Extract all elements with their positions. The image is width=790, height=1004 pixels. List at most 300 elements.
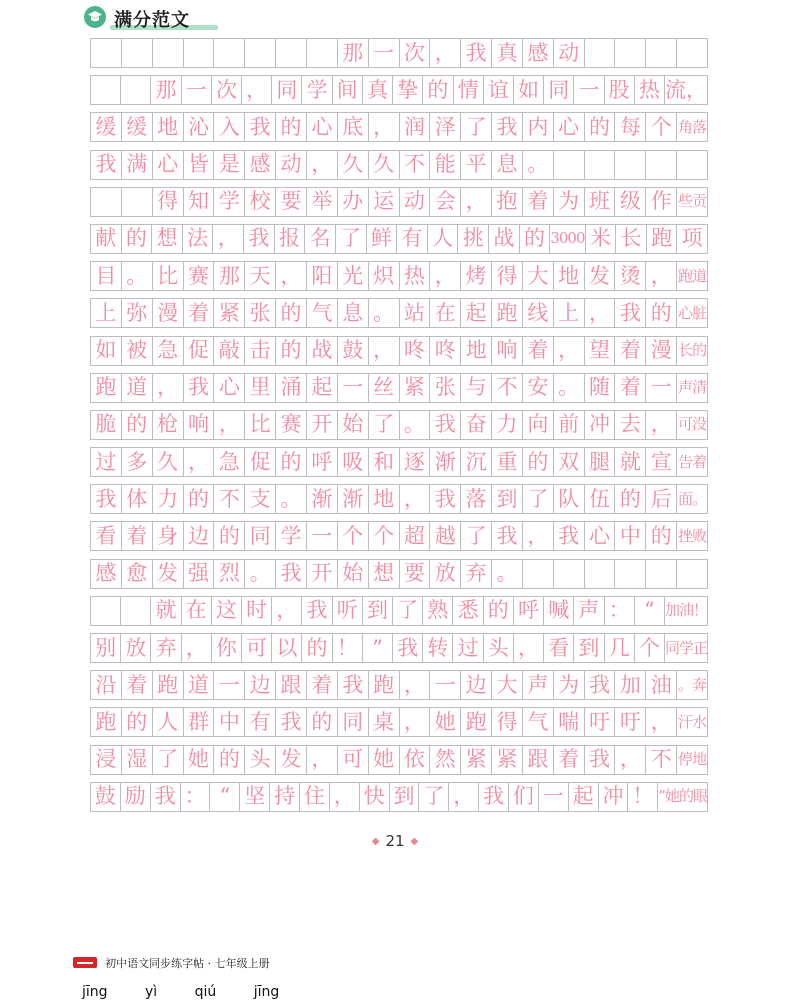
grid-cell: 张 (430, 374, 461, 402)
grid-cell: 了 (461, 113, 492, 141)
grid-cell: 过 (453, 634, 483, 662)
grid-cell: 感 (91, 560, 122, 588)
grid-cell: 作 (646, 188, 677, 216)
publisher-logo (73, 957, 97, 968)
grid-row (90, 707, 708, 737)
grid-cell: 热 (635, 76, 665, 104)
grid-cell: 我 (430, 411, 461, 439)
grid-cell (677, 151, 708, 179)
grid-cell: 落 (461, 485, 492, 513)
grid-cell: 响 (492, 337, 523, 365)
grid-cell: 的 (276, 113, 307, 141)
grid-char: 清 (692, 378, 707, 397)
grid-cell: 促 (184, 337, 215, 365)
grid-cell: 着 (615, 374, 646, 402)
grid-cell: 。 (369, 299, 400, 327)
grid-cell: ， (182, 634, 212, 662)
grid-cell: 气 (307, 299, 338, 327)
grid-cell: 的 (646, 522, 677, 550)
grid-cell: 涌 (276, 374, 307, 402)
grid-cell (214, 39, 245, 67)
grid-cell: 枪 (153, 411, 184, 439)
grid-cell (615, 39, 646, 67)
grid-cell (677, 560, 708, 588)
grid-cell: 。 (245, 560, 276, 588)
grid-cell: 双 (554, 448, 585, 476)
grid-cell: 个 (369, 522, 400, 550)
grid-cell (677, 485, 708, 513)
grid-char: 油 (678, 601, 693, 620)
grid-cell: 始 (338, 411, 369, 439)
grid-cell: 弃 (461, 560, 492, 588)
grid-cell: 的 (646, 299, 677, 327)
grid-cell: 们 (509, 783, 539, 811)
grid-cell: 一 (182, 76, 212, 104)
grid-cell: 开 (307, 411, 338, 439)
grid-cell: ， (646, 262, 677, 290)
grid-cell: 跑 (492, 299, 523, 327)
grid-cell: 道 (122, 374, 153, 402)
grid-cell: 炽 (369, 262, 400, 290)
grid-char: 道 (692, 266, 707, 285)
grid-cell: ， (400, 708, 431, 736)
grid-cell: 着 (523, 188, 554, 216)
grid-cell (121, 76, 151, 104)
grid-cell: 头 (245, 746, 276, 774)
grid-cell: ： (605, 597, 635, 625)
grid-row (90, 75, 708, 105)
grid-cell: 这 (212, 597, 242, 625)
grid-cell: 渐 (338, 485, 369, 513)
grid-cell: 鲜 (367, 225, 398, 253)
grid-cell: “ (635, 597, 665, 625)
grid-char: 脏 (692, 303, 707, 322)
grid-cell: 站 (400, 299, 431, 327)
footer-text: 初中语文同步练字帖 · 七年级上册 (105, 956, 270, 970)
grid-cell: 起 (569, 783, 599, 811)
grid-char: 声 (678, 378, 693, 397)
grid-cell: 时 (242, 597, 272, 625)
grid-cell: 为 (554, 188, 585, 216)
grid-cell: 心 (585, 522, 616, 550)
grid-cell: 可 (338, 746, 369, 774)
grid-cell (677, 39, 708, 67)
grid-cell: 开 (307, 560, 338, 588)
grid-cell: 头 (484, 634, 514, 662)
grid-cell: 脆 (91, 411, 122, 439)
grid-cell: 了 (369, 411, 400, 439)
grid-cell: 一 (646, 374, 677, 402)
grid-cell: ， (369, 337, 400, 365)
grid-cell: 听 (333, 597, 363, 625)
grid-cell: 。 (523, 151, 554, 179)
grid-cell: 伍 (585, 485, 616, 513)
grid-cell (91, 76, 121, 104)
grid-cell: 息 (338, 299, 369, 327)
grid-cell: ： (181, 783, 211, 811)
grid-cell: 跟 (276, 671, 307, 699)
grid-cell: 呼 (307, 448, 338, 476)
grid-cell: ， (523, 522, 554, 550)
grid-char: 着 (692, 452, 707, 471)
grid-char: 流， (664, 77, 707, 102)
grid-cell: 级 (615, 188, 646, 216)
grid-cell: 的 (214, 746, 245, 774)
grid-cell: 体 (122, 485, 153, 513)
grid-cell: 得 (492, 708, 523, 736)
grid-cell: 我 (245, 113, 276, 141)
grid-cell: 大 (523, 262, 554, 290)
grid-row (90, 782, 708, 812)
grid-cell: ， (646, 411, 677, 439)
grid-char: 心 (678, 303, 693, 322)
grid-cell: 吁 (615, 708, 646, 736)
grid-cell: 力 (492, 411, 523, 439)
grid-cell: 超 (400, 522, 431, 550)
grid-cell (122, 188, 153, 216)
grid-char: 。 (678, 675, 693, 694)
grid-cell (615, 560, 646, 588)
grid-cell: 地 (554, 262, 585, 290)
pinyin-syllable: yì (145, 984, 158, 1000)
grid-char: 奔 (692, 675, 707, 694)
grid-cell: 喊 (544, 597, 574, 625)
grid-cell: ， (369, 113, 400, 141)
grid-cell: 久 (338, 151, 369, 179)
grid-cell: 逐 (400, 448, 431, 476)
grid-cell: 学 (302, 76, 332, 104)
grid-cell: “ (210, 783, 240, 811)
grid-cell: 我 (393, 634, 423, 662)
grid-cell: 冲 (599, 783, 629, 811)
grid-cell (677, 337, 708, 365)
grid-cell: 看 (91, 522, 122, 550)
grid-cell: 底 (338, 113, 369, 141)
grid-cell: 依 (400, 746, 431, 774)
grid-cell: 敲 (214, 337, 245, 365)
grid-cell: 我 (554, 522, 585, 550)
grid-cell: 的 (276, 299, 307, 327)
grid-cell: 了 (153, 746, 184, 774)
grid-cell: 满 (122, 151, 153, 179)
grid-cell: 沁 (184, 113, 215, 141)
grid-cell: 弃 (151, 634, 181, 662)
grid-cell: ， (400, 485, 431, 513)
grid-char: 没 (692, 415, 707, 434)
grid-cell: 以 (272, 634, 302, 662)
grid-cell: 的 (585, 113, 616, 141)
grid-cell: 的 (523, 448, 554, 476)
graduation-cap-icon (84, 6, 106, 28)
grid-cell: 同 (338, 708, 369, 736)
grid-cell: 烈 (214, 560, 245, 588)
grid-cell: 次 (400, 39, 431, 67)
grid-cell: ” (363, 634, 393, 662)
grid-cell: ！ (628, 783, 658, 811)
grid-char: 告 (678, 452, 693, 471)
grid-row (90, 298, 708, 328)
grid-cell: 动 (554, 39, 585, 67)
grid-cell: 前 (554, 411, 585, 439)
grid-cell: 战 (307, 337, 338, 365)
grid-cell: 她 (430, 708, 461, 736)
grid-char: 水 (692, 712, 707, 731)
grid-cell: 沉 (461, 448, 492, 476)
grid-cell: 和 (369, 448, 400, 476)
grid-cell (91, 188, 122, 216)
grid-cell: 发 (276, 746, 307, 774)
grid-cell: 一 (307, 522, 338, 550)
grid-cell: 的 (122, 225, 153, 253)
grid-cell: 要 (400, 560, 431, 588)
grid-cell: ， (213, 225, 244, 253)
grid-cell: 别 (91, 634, 121, 662)
grid-char: 可 (678, 415, 693, 434)
grid-cell: 每 (615, 113, 646, 141)
grid-cell: 不 (492, 374, 523, 402)
grid-cell: 烤 (461, 262, 492, 290)
grid-row (90, 745, 708, 775)
grid-row (90, 633, 708, 663)
grid-cell: 跑 (91, 708, 122, 736)
grid-cell (585, 39, 616, 67)
grid-char: 的 (678, 787, 693, 806)
grid-cell: 的 (423, 76, 453, 104)
grid-cell: 强 (184, 560, 215, 588)
grid-cell: 次 (212, 76, 242, 104)
grid-cell: 有 (397, 225, 428, 253)
grid-cell: 挑 (458, 225, 489, 253)
grid-cell: 动 (400, 188, 431, 216)
grid-cell: 报 (275, 225, 306, 253)
grid-char: 落 (692, 117, 707, 136)
grid-cell: 坚 (240, 783, 270, 811)
grid-cell: 个 (635, 634, 665, 662)
grid-cell: ， (400, 671, 431, 699)
grid-cell (554, 151, 585, 179)
grid-cell: 加 (615, 671, 646, 699)
grid-cell: 可 (242, 634, 272, 662)
grid-cell: 缓 (91, 113, 122, 141)
grid-char: ” (658, 787, 665, 806)
grid-cell: 要 (276, 188, 307, 216)
grid-cell: 群 (184, 708, 215, 736)
grid-cell: 我 (461, 39, 492, 67)
grid-cell: 运 (369, 188, 400, 216)
grid-cell: 热 (400, 262, 431, 290)
grid-cell: 着 (122, 671, 153, 699)
grid-cell: 如 (91, 337, 122, 365)
grid-cell: 她 (184, 746, 215, 774)
grid-cell: 谊 (484, 76, 514, 104)
grid-cell: 着 (615, 337, 646, 365)
pinyin-syllable: jīng (253, 984, 280, 1000)
grid-cell: 挚 (393, 76, 423, 104)
grid-cell: ， (214, 411, 245, 439)
grid-char: 她 (664, 787, 679, 806)
grid-cell: 始 (338, 560, 369, 588)
grid-cell: 米 (586, 225, 617, 253)
grid-cell (646, 560, 677, 588)
grid-cell: 一 (574, 76, 604, 104)
grid-cell (554, 560, 585, 588)
grid-cell: ， (646, 708, 677, 736)
grid-cell: 一 (539, 783, 569, 811)
grid-cell (122, 39, 153, 67)
grid-cell: 的 (214, 522, 245, 550)
grid-cell (677, 671, 708, 699)
grid-cell: 随 (585, 374, 616, 402)
grid-cell (665, 597, 708, 625)
grid-cell (677, 262, 708, 290)
grid-row (90, 521, 708, 551)
grid-cell: ， (449, 783, 479, 811)
grid-cell (615, 151, 646, 179)
grid-cell: 的 (302, 634, 332, 662)
grid-cell: 润 (400, 113, 431, 141)
grid-cell: 想 (152, 225, 183, 253)
grid-cell: 我 (479, 783, 509, 811)
grid-cell: 到 (574, 634, 604, 662)
grid-cell: 到 (390, 783, 420, 811)
grid-cell: 股 (605, 76, 635, 104)
grid-cell: 急 (153, 337, 184, 365)
grid-cell: 促 (245, 448, 276, 476)
grid-cell: 地 (461, 337, 492, 365)
grid-char: 眼 (692, 787, 707, 806)
grid-char: 项 (681, 226, 703, 251)
grid-row (90, 187, 708, 217)
section-header (84, 4, 224, 32)
grid-row (90, 38, 708, 68)
grid-cell: 赛 (276, 411, 307, 439)
pinyin-syllable: jīng (82, 984, 108, 1000)
grid-cell: ， (615, 746, 646, 774)
grid-cell: 道 (184, 671, 215, 699)
grid-cell (646, 151, 677, 179)
grid-cell: 不 (400, 151, 431, 179)
grid-cell: 重 (492, 448, 523, 476)
grid-cell: 久 (369, 151, 400, 179)
grid-cell: 多 (122, 448, 153, 476)
grid-cell: 一 (369, 39, 400, 67)
grid-cell: 我 (492, 113, 523, 141)
pinyin-syllable: qiú (194, 984, 217, 1000)
grid-row (90, 670, 708, 700)
grid-cell: 放 (430, 560, 461, 588)
grid-cell: 心 (554, 113, 585, 141)
grid-cell: 我 (151, 783, 181, 811)
grid-cell: 皆 (184, 151, 215, 179)
grid-cell: 跑 (91, 374, 122, 402)
grid-cell: 同 (245, 522, 276, 550)
grid-char: 学 (678, 638, 693, 657)
grid-cell: 到 (363, 597, 393, 625)
grid-char: 的 (692, 341, 707, 359)
grid-cell: 地 (153, 113, 184, 141)
grid-cell: 想 (369, 560, 400, 588)
grid-cell: ， (330, 783, 360, 811)
grid-cell: 同 (544, 76, 574, 104)
grid-cell (585, 560, 616, 588)
grid-cell: 目 (91, 262, 122, 290)
grid-cell: 久 (153, 448, 184, 476)
grid-cell: 得 (492, 262, 523, 290)
grid-cell: 张 (245, 299, 276, 327)
grid-cell: 天 (245, 262, 276, 290)
grid-cell: 阳 (307, 262, 338, 290)
grid-row (90, 261, 708, 291)
grid-cell: 着 (554, 746, 585, 774)
diamond-icon: ◆ (371, 836, 380, 847)
grid-row (90, 373, 708, 403)
grid-cell: 鼓 (91, 783, 121, 811)
grid-cell: 我 (338, 671, 369, 699)
grid-cell: ， (272, 597, 302, 625)
grid-cell: 是 (214, 151, 245, 179)
grid-cell (665, 634, 708, 662)
grid-cell (677, 448, 708, 476)
grid-cell: 边 (461, 671, 492, 699)
grid-cell: 奋 (461, 411, 492, 439)
grid-cell: 那 (214, 262, 245, 290)
grid-cell: ， (461, 188, 492, 216)
grid-char: 地 (692, 750, 707, 769)
grid-cell: 一 (214, 671, 245, 699)
grid-char: 。 (692, 489, 707, 508)
grid-row (90, 484, 708, 514)
grid-cell: 的 (615, 485, 646, 513)
grid-cell: 3000 (550, 225, 585, 253)
grid-cell: 中 (214, 708, 245, 736)
grid-cell: 。 (492, 560, 523, 588)
footer (73, 952, 270, 970)
grid-cell: 战 (489, 225, 520, 253)
grid-cell: 如 (514, 76, 544, 104)
grid-cell: 在 (430, 299, 461, 327)
grid-cell: 为 (554, 671, 585, 699)
grid-cell: 比 (153, 262, 184, 290)
grid-cell: 感 (523, 39, 554, 67)
grid-cell: ， (307, 746, 338, 774)
grid-cell (646, 39, 677, 67)
grid-cell: 悉 (453, 597, 483, 625)
diamond-icon: ◆ (410, 836, 419, 847)
grid-cell: 了 (523, 485, 554, 513)
grid-cell: 去 (615, 411, 646, 439)
grid-cell: 我 (91, 151, 122, 179)
grid-cell: 校 (245, 188, 276, 216)
grid-cell (523, 560, 554, 588)
grid-cell (677, 113, 708, 141)
grid-cell: 愈 (122, 560, 153, 588)
grid-cell: 放 (121, 634, 151, 662)
grid-cell: 我 (276, 708, 307, 736)
grid-cell (91, 39, 122, 67)
grid-cell: 那 (338, 39, 369, 67)
grid-cell: 了 (419, 783, 449, 811)
grid-cell: 名 (305, 225, 336, 253)
grid-char: 长 (678, 341, 693, 359)
grid-cell: ， (514, 634, 544, 662)
grid-cell: 到 (492, 485, 523, 513)
grid-cell: 学 (214, 188, 245, 216)
grid-cell (677, 746, 708, 774)
grid-cell: 得 (153, 188, 184, 216)
grid-cell: 弥 (122, 299, 153, 327)
grid-cell: ！ (333, 634, 363, 662)
grid-cell: 那 (151, 76, 181, 104)
